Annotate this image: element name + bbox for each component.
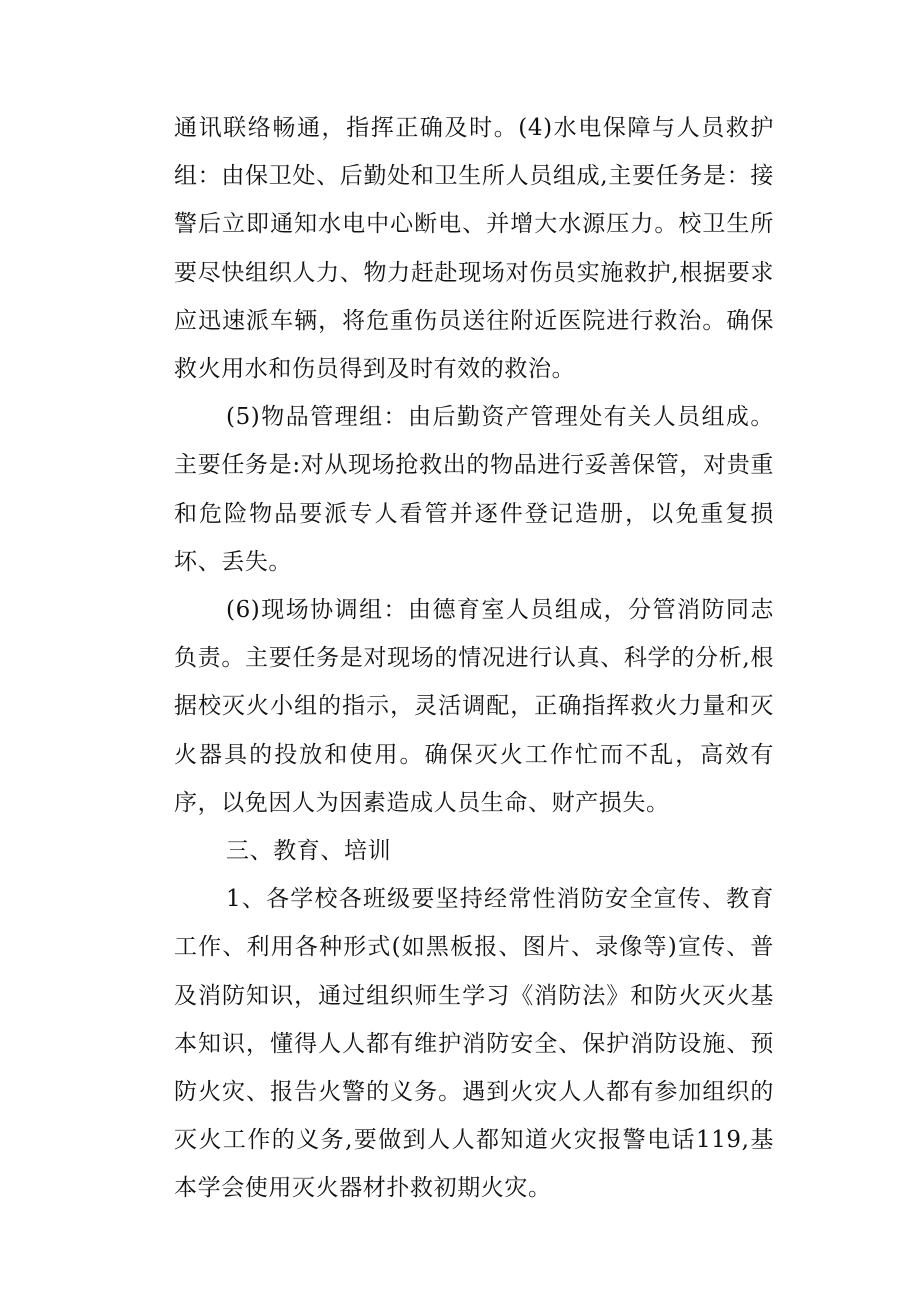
paragraph-site-coordination: (6)现场协调组：由德育室人员组成，分管消防同志负责。主要任务是对现场的情况进行认真、科学的分析,根据校灭火小组的指示，灵活调配，正确指挥救火力量和灭火器具的投放和使用。确保灭火工作忙而不乱，高效有序，以免因人为因素造成人员生命、财产损失。 <box>174 597 774 816</box>
document-body <box>174 104 774 1213</box>
paragraph-water-power-rescue: 通讯联络畅通，指挥正确及时。(4)水电保障与人员救护组：由保卫处、后勤处和卫生所人员组成,主要任务是：接警后立即通知水电中心断电、并增大水源压力。校卫生所要尽快组织人力、物力赶赴现场对伤员实施救护,根据要求应迅速派车辆，将危重伤员送往附近医院进行救治。确保救火用水和伤员得到及时有效的救治。 <box>174 115 774 383</box>
paragraph-goods-management: (5)物品管理组：由后勤资产管理处有关人员组成。主要任务是:对从现场抢救出的物品进行妥善保管，对贵重和危险物品要派专人看管并逐件登记造册，以免重复损坏、丢失。 <box>174 404 774 575</box>
paragraph-education-item-1: 1、各学校各班级要坚持经常性消防安全宣传、教育工作、利用各种形式(如黑板报、图片、录像等)宣传、普及消防知识，通过组织师生学习《消防法》和防火灭火基本知识，懂得人人都有维护消防安全、保护消防设施、预防火灾、报告火警的义务。遇到火灾人人都有参加组织的灭火工作的义务,要做到人人都知道火灾报警电话119,基本学会使用灭火器材扑救初期火灾。 <box>174 886 774 1202</box>
section-heading-education-training: 三、教育、培训 <box>226 838 392 865</box>
